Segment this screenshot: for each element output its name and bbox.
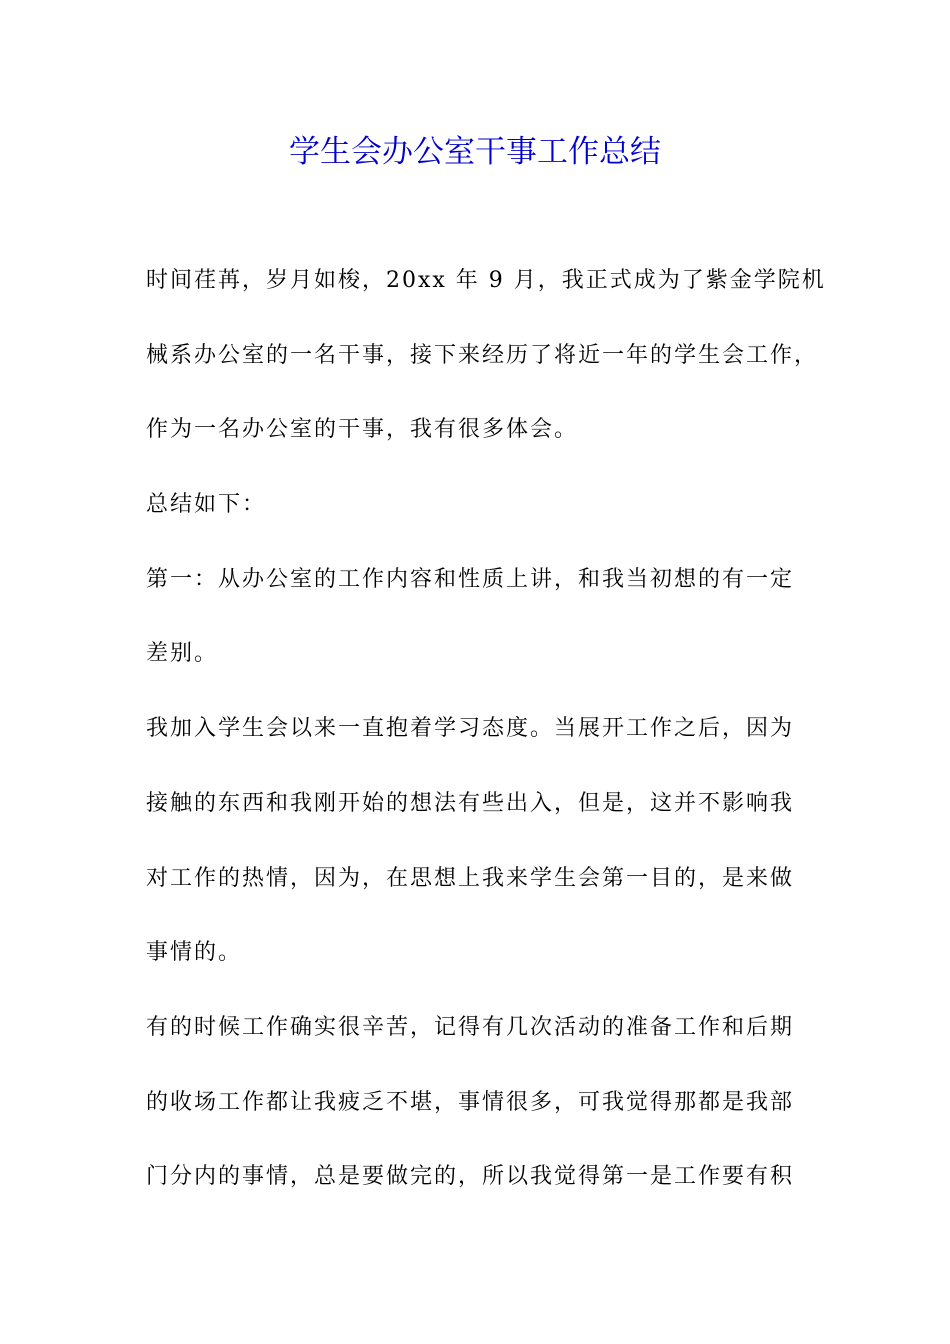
text-line: 对工作的热情，因为，在思想上我来学生会第一目的，是来做 bbox=[146, 865, 795, 891]
text-line: 总结如下： bbox=[146, 492, 267, 518]
text-line: 第一：从办公室的工作内容和性质上讲，和我当初想的有一定 bbox=[146, 566, 795, 592]
text-line: 差别。 bbox=[146, 641, 219, 667]
text-line: 我加入学生会以来一直抱着学习态度。当展开工作之后，因为 bbox=[146, 716, 795, 742]
text-line: 有的时候工作确实很辛苦，记得有几次活动的准备工作和后期 bbox=[146, 1014, 795, 1040]
text-line: 接触的东西和我刚开始的想法有些出入，但是，这并不影响我 bbox=[146, 790, 795, 816]
text-line: 的收场工作都让我疲乏不堪，事情很多，可我觉得那都是我部 bbox=[146, 1089, 795, 1115]
text-line: 事情的。 bbox=[146, 940, 243, 966]
document-body bbox=[146, 262, 826, 1233]
text-line: 作为一名办公室的干事，我有很多体会。 bbox=[146, 417, 579, 443]
text-line: 门分内的事情，总是要做完的，所以我觉得第一是工作要有积 bbox=[146, 1164, 795, 1190]
document-title: 学生会办公室干事工作总结 bbox=[289, 134, 661, 170]
text-line: 械系办公室的一名干事，接下来经历了将近一年的学生会工作， bbox=[146, 342, 819, 368]
text-line: 时间荏苒，岁月如梭，20xx 年 9 月，我正式成为了紫金学院机 bbox=[146, 268, 826, 293]
